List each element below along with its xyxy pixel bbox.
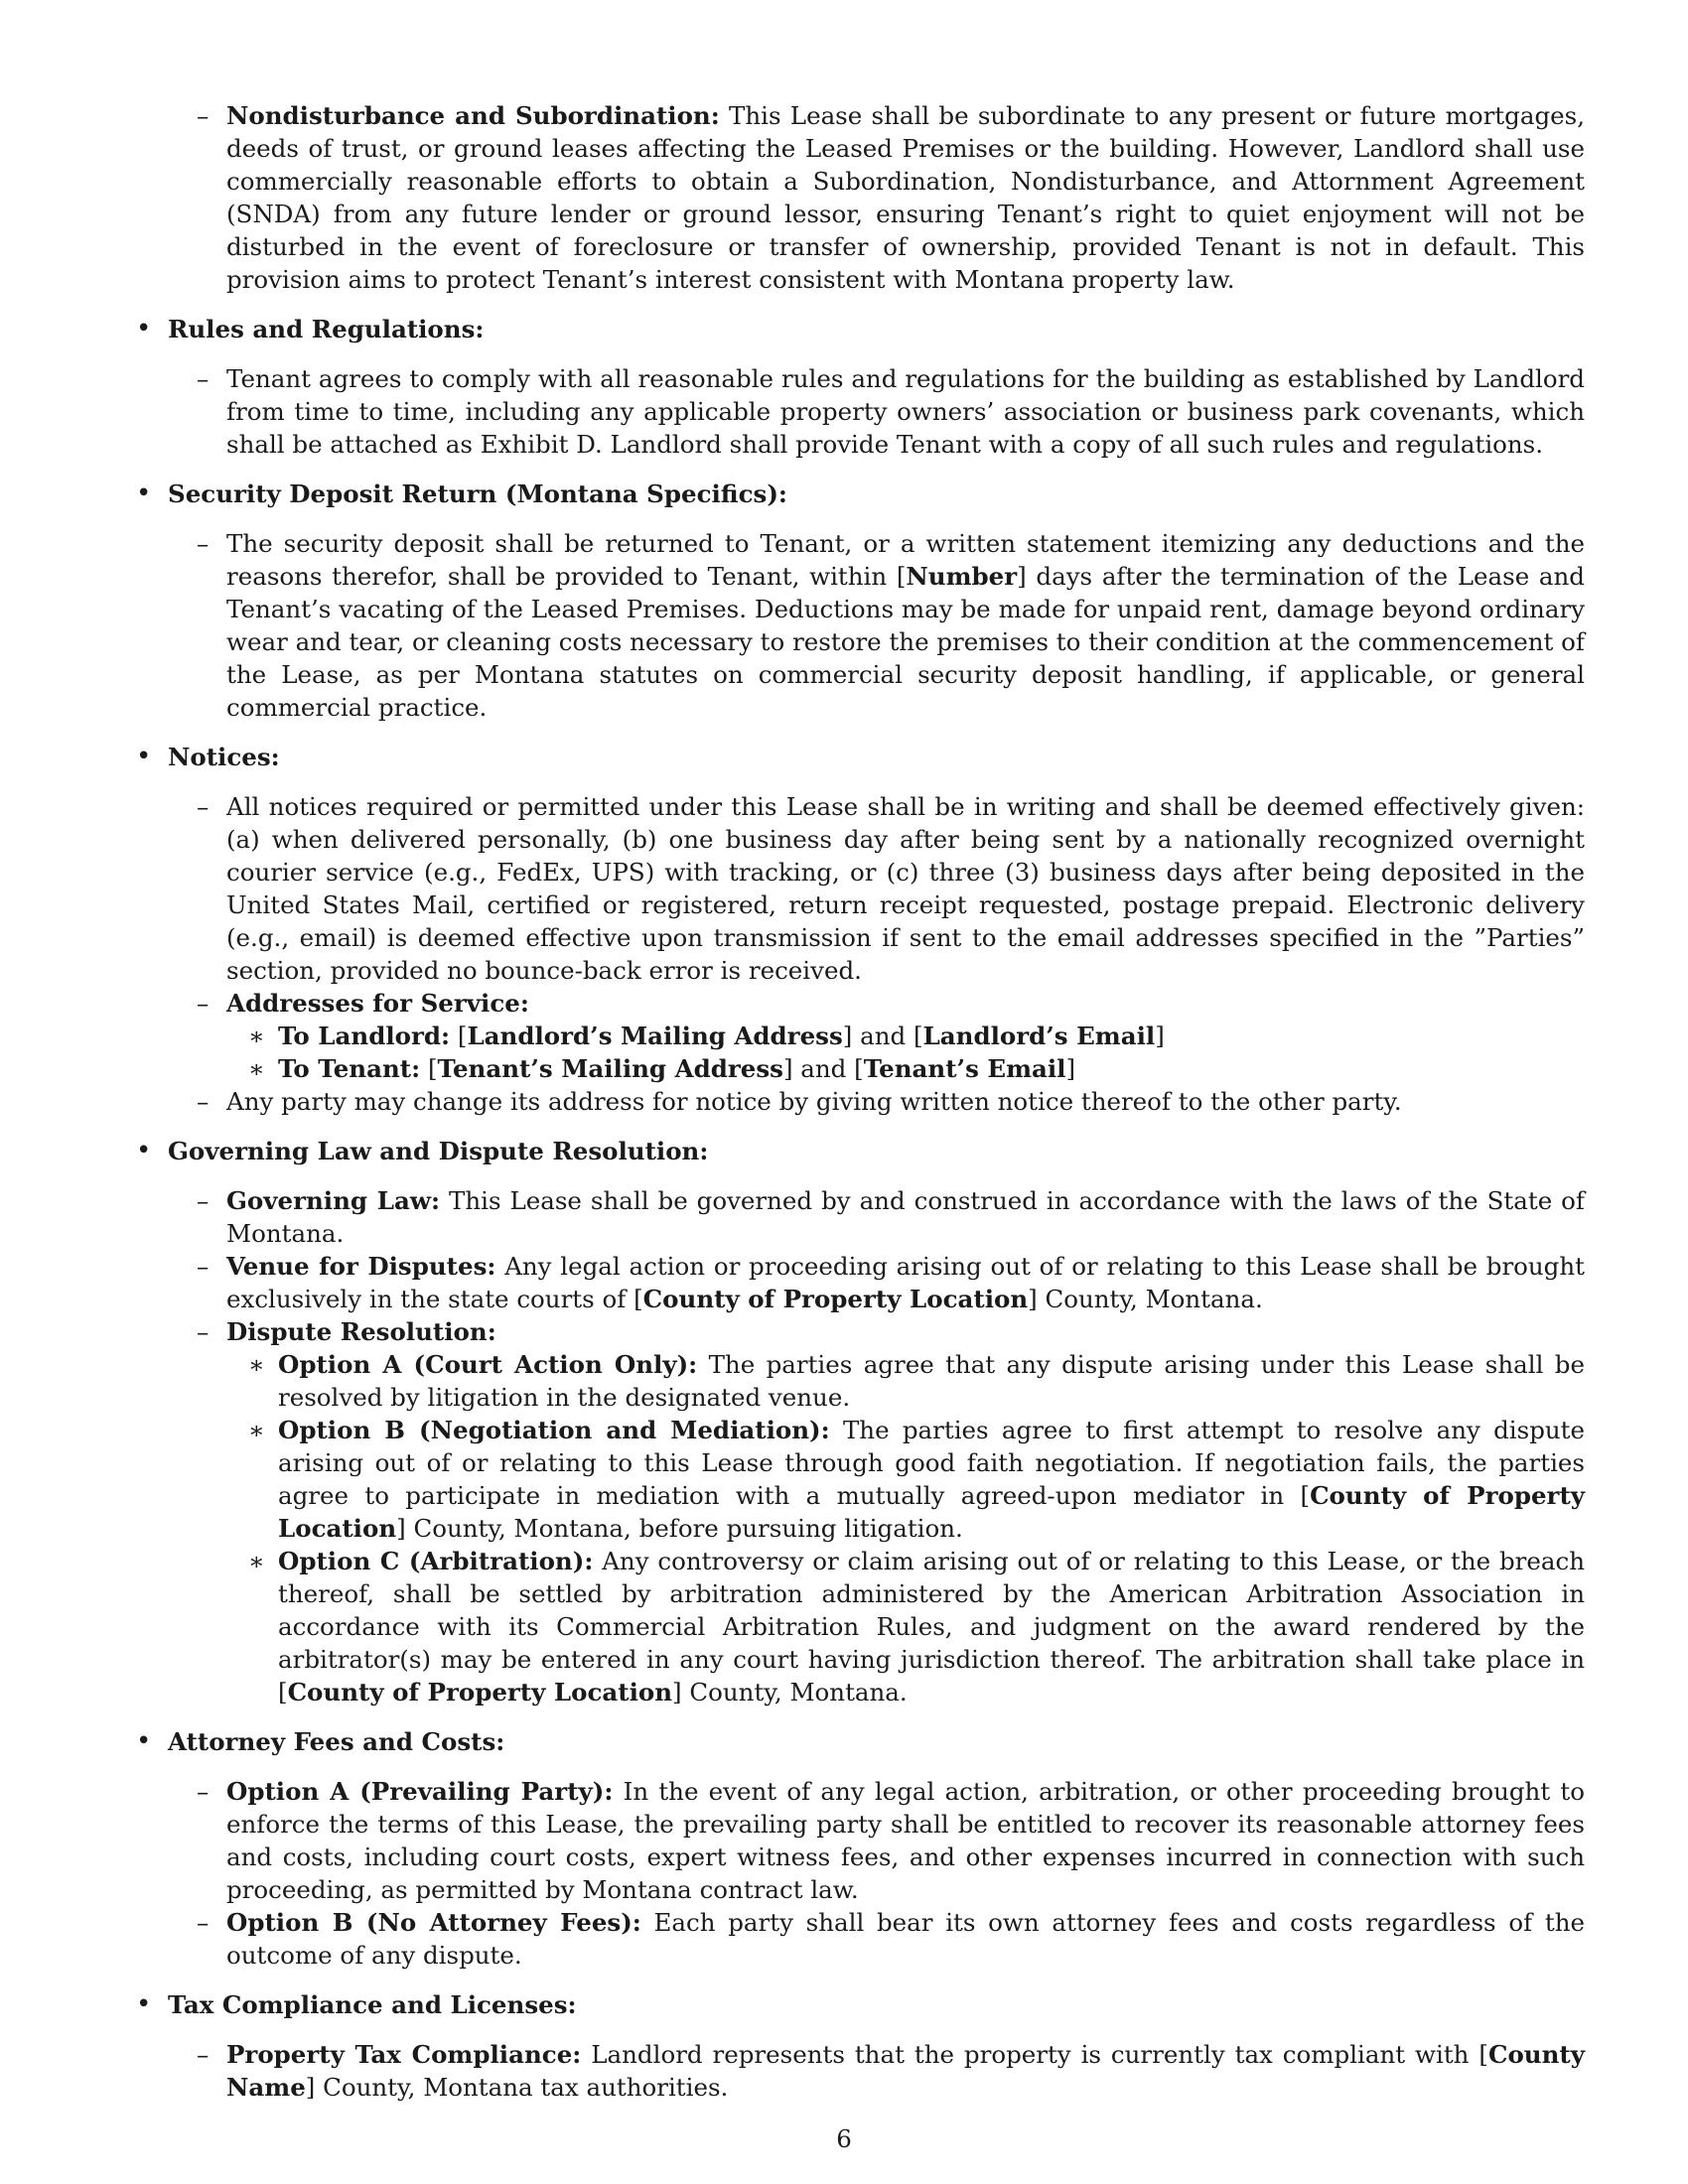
governing-law-clause: – Governing Law: This Lease shall be governed by and construed in accordance with the laws of the State of Montana. <box>226 1184 1585 1250</box>
deposit-clause: – The security deposit shall be returned to Tenant, or a written statement itemizing any deductions and the reasons therefor, shall be provided to Tenant, within [Number] days after the termination of the Lease and Tenant’s vacating of the Leased Premises. Deductions may be made for unpaid rent, damage beyond ordinary wear and tear, or cleaning costs necessary to restore the premises to their condition at the commencement of the Lease, as per Montana statutes on commercial security deposit handling, if applicable, or general commercial practice. <box>226 527 1585 724</box>
landlord-email-placeholder: Landlord’s Email <box>922 1022 1156 1050</box>
section-heading-notices: • Notices: <box>168 741 1585 773</box>
number-placeholder: Number <box>906 562 1018 591</box>
dispute-option-c: ∗ Option C (Arbitration): Any controversy or claim arising out of or relating to this Lease, or the breach thereof, shall be settled by arbitration administered by the American Arbitration Association in accordance with its Commercial Arbitration Rules, and judgment on the award rendered by the arbitrator(s) may be entered in any court having jurisdiction thereof. The arbitration shall take place in [County of Property Location] County, Montana. <box>278 1545 1585 1708</box>
county-placeholder: County of Property Location <box>287 1678 673 1706</box>
clause-text: This Lease shall be subordinate to any present or future mortgages, deeds of trust, or ground leases affecting the Leased Premises or the building. However, Landlord shall use commercially reasonable efforts to obtain a Subordination, Nondisturbance, and Attornment Agreement (SNDA) from any future lender or ground lessor, ensuring Tenant’s right to quiet enjoyment will not be disturbed in the event of foreclosure or transfer of ownership, provided Tenant is not in default. This provision aims to protect Tenant’s interest consistent with Montana property law. <box>226 101 1585 294</box>
document-body <box>135 99 1585 2104</box>
notices-clause: – All notices required or permitted under this Lease shall be in writing and shall be deemed effectively given: (a) when delivered personally, (b) one business day after being sent by a nationally recognized overnight courier service (e.g., FedEx, UPS) with tracking, or (c) three (3) business days after being deposited in the United States Mail, certified or registered, return receipt requested, postage prepaid. Electronic delivery (e.g., email) is deemed effective upon transmission if sent to the email addresses specified in the ”Parties” section, provided no bounce-back error is received. <box>226 790 1585 987</box>
landlord-address-item: ∗ To Landlord: [Landlord’s Mailing Address] and [Landlord’s Email] <box>278 1020 1585 1052</box>
tenant-address-item: ∗ To Tenant: [Tenant’s Mailing Address] and [Tenant’s Email] <box>278 1052 1585 1085</box>
dispute-option-b: ∗ Option B (Negotiation and Mediation): The parties agree to first attempt to resolve any dispute arising out of or relating to this Lease through good faith negotiation. If negotiation fails, the parties agree to participate in mediation with a mutually agreed-upon mediator in [County of Property Location] County, Montana, before pursuing litigation. <box>278 1414 1585 1545</box>
dispute-resolution-label: – Dispute Resolution: <box>226 1315 1585 1348</box>
tenant-address-placeholder: Tenant’s Mailing Address <box>437 1054 783 1083</box>
page-number: 6 <box>836 2124 852 2153</box>
attorney-option-a: – Option A (Prevailing Party): In the event of any legal action, arbitration, or other proceeding brought to enforce the terms of this Lease, the prevailing party shall be entitled to recover its reasonable attorney fees and costs, including court costs, expert witness fees, and other expenses incurred in connection with such proceeding, as permitted by Montana contract law. <box>226 1775 1585 1906</box>
clause-label: Nondisturbance and Subordination: <box>226 101 720 130</box>
addresses-label: – Addresses for Service: <box>226 987 1585 1020</box>
landlord-address-placeholder: Landlord’s Mailing Address <box>467 1022 843 1050</box>
venue-clause: – Venue for Disputes: Any legal action or proceeding arising out of or relating to this Lease shall be brought exclusively in the state courts of [County of Property Location] County, Montana. <box>226 1250 1585 1315</box>
section-heading-deposit: • Security Deposit Return (Montana Specifics): <box>168 478 1585 510</box>
section-heading-tax: • Tax Compliance and Licenses: <box>168 1988 1585 2021</box>
nondisturbance-clause <box>226 99 1585 296</box>
section-heading-rules: • Rules and Regulations: <box>168 313 1585 345</box>
county-placeholder: County of Property Location <box>278 1481 1585 1543</box>
tax-compliance-clause: – Property Tax Compliance: Landlord represents that the property is currently tax compliant with [County Name] County, Montana tax authorities. <box>226 2038 1585 2104</box>
dispute-option-a: ∗ Option A (Court Action Only): The parties agree that any dispute arising under this Lease shall be resolved by litigation in the designated venue. <box>278 1348 1585 1414</box>
address-change-clause: – Any party may change its address for notice by giving written notice thereof to the other party. <box>226 1085 1585 1118</box>
county-name-placeholder: County Name <box>226 2040 1585 2102</box>
attorney-option-b: – Option B (No Attorney Fees): Each party shall bear its own attorney fees and costs regardless of the outcome of any dispute. <box>226 1906 1585 1972</box>
county-placeholder: County of Property Location <box>642 1285 1029 1313</box>
tenant-email-placeholder: Tenant’s Email <box>863 1054 1066 1083</box>
rules-clause: – Tenant agrees to comply with all reasonable rules and regulations for the building as established by Landlord from time to time, including any applicable property owners’ association or business park covenants, which shall be attached as Exhibit D. Landlord shall provide Tenant with a copy of all such rules and regulations. <box>226 362 1585 461</box>
section-heading-attorney: • Attorney Fees and Costs: <box>168 1725 1585 1758</box>
section-heading-governing: • Governing Law and Dispute Resolution: <box>168 1135 1585 1167</box>
